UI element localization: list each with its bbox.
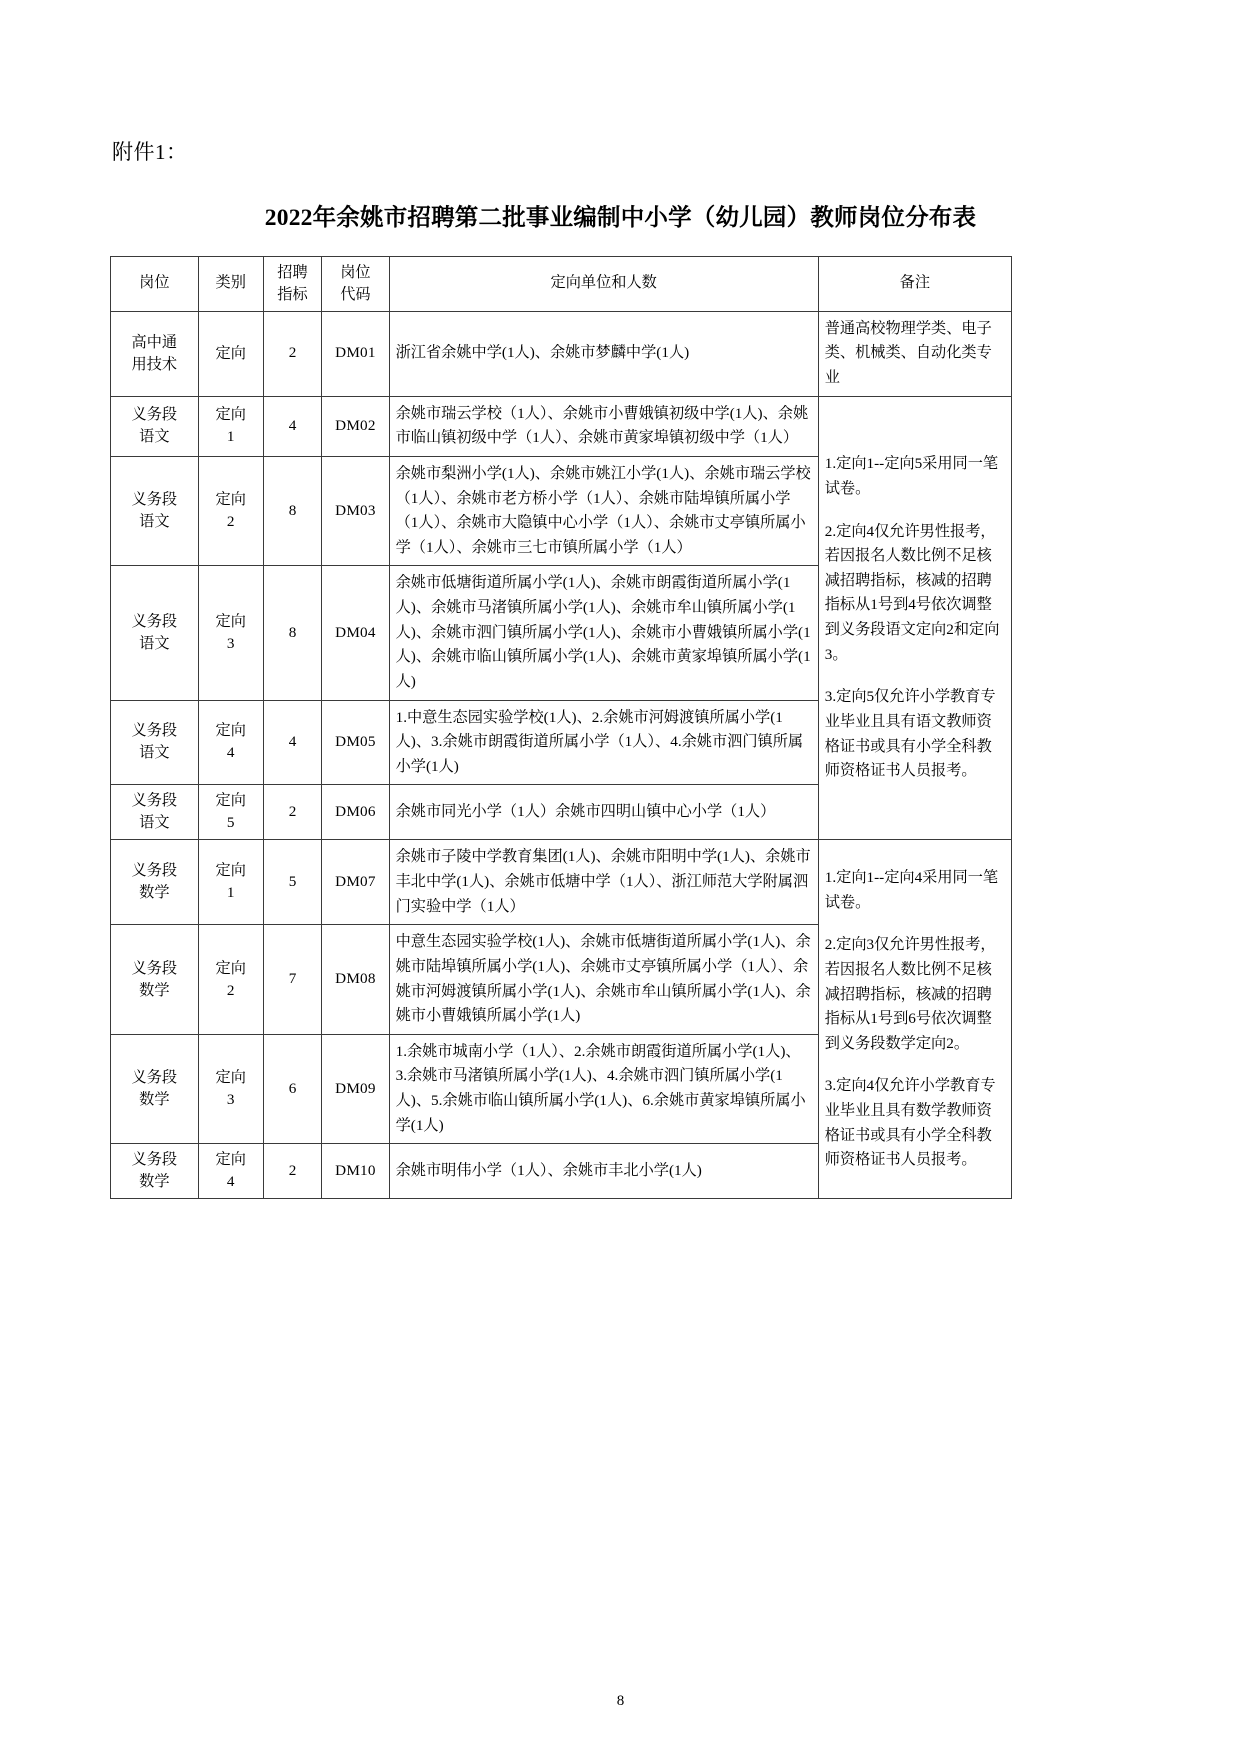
- cell-units: 1.中意生态园实验学校(1人)、2.余姚市河姆渡镇所属小学(1人)、3.余姚市朗霞街道所属小学（1人）、4.余姚市泗门镇所属小学(1人): [389, 700, 818, 785]
- post-line1: 义务段: [131, 1151, 178, 1169]
- cell-category: [198, 700, 263, 785]
- page-title: 2022年余姚市招聘第二批事业编制中小学（幼儿园）教师岗位分布表: [264, 205, 977, 232]
- cell-category: [198, 566, 263, 700]
- cell-category: [198, 1034, 263, 1144]
- header-code-line2: 代码: [340, 285, 371, 303]
- post-line1: 义务段: [131, 862, 178, 880]
- category-line1: 定向: [215, 722, 246, 740]
- category-line1: 定向: [215, 1151, 246, 1169]
- remark-yuwen-3: 3.定向5仅允许小学教育专业毕业且具有语文教师资格证书或具有小学全科教师资格证书人员报考。: [824, 688, 996, 780]
- table-row: [111, 396, 1012, 456]
- cell-remark-shuxue: [818, 840, 1011, 1199]
- post-line2: 语文: [139, 744, 170, 762]
- post-line2: 数学: [139, 1173, 170, 1191]
- remark-shuxue-3: 3.定向4仅允许小学教育专业毕业且具有数学教师资格证书或具有小学全科教师资格证书人员报考。: [824, 1077, 996, 1169]
- cell-post: [111, 925, 199, 1035]
- cell-category: [198, 1144, 263, 1199]
- post-line2: 语文: [139, 634, 170, 652]
- cell-units: 余姚市低塘街道所属小学(1人)、余姚市朗霞街道所属小学(1人)、余姚市马渚镇所属小学(1人)、余姚市牟山镇所属小学(1人)、余姚市泗门镇所属小学(1人)、余姚市小曹娥镇所属小学(1人)、余姚市临山镇所属小学(1人)、余姚市黄家埠镇所属小学(1人): [389, 566, 818, 700]
- table-row: [111, 840, 1012, 925]
- cell-post: [111, 1144, 199, 1199]
- category-line2: 3: [226, 634, 235, 652]
- post-line2: 数学: [139, 884, 170, 902]
- cell-quota: 6: [263, 1034, 321, 1144]
- category-line2: 2: [226, 513, 235, 531]
- post-line1: 义务段: [131, 722, 178, 740]
- cell-post: [111, 396, 199, 456]
- table-row: [111, 311, 1012, 396]
- cell-category: [198, 311, 263, 396]
- category-line2: 4: [226, 744, 235, 762]
- category-line1: 定向: [215, 1069, 246, 1087]
- post-line2: 数学: [139, 1091, 170, 1109]
- position-distribution-table: [110, 256, 1012, 1200]
- cell-code: DM04: [322, 566, 389, 700]
- category-line1: 定向: [215, 406, 246, 424]
- page-number: 8: [616, 1693, 625, 1709]
- category-line2: 1: [226, 884, 235, 902]
- cell-quota: 4: [263, 396, 321, 456]
- cell-units: 浙江省余姚中学(1人)、余姚市梦麟中学(1人): [389, 311, 818, 396]
- header-quota: [263, 256, 321, 311]
- cell-category: [198, 456, 263, 566]
- cell-units: 中意生态园实验学校(1人)、余姚市低塘街道所属小学(1人)、余姚市陆埠镇所属小学(1人)、余姚市丈亭镇所属小学（1人）、余姚市河姆渡镇所属小学(1人)、余姚市牟山镇所属小学(1人)、余姚市小曹娥镇所属小学(1人): [389, 925, 818, 1035]
- cell-units: 余姚市梨洲小学(1人)、余姚市姚江小学(1人)、余姚市瑞云学校（1人）、余姚市老方桥小学（1人）、余姚市陆埠镇所属小学（1人）、余姚市大隐镇中心小学（1人）、余姚市丈亭镇所属小学（1人）、余姚市三七市镇所属小学（1人）: [389, 456, 818, 566]
- table-header-row: [111, 256, 1012, 311]
- attachment-label: 附件1：: [112, 140, 188, 164]
- cell-units: 余姚市明伟小学（1人）、余姚市丰北小学(1人): [389, 1144, 818, 1199]
- post-line2: 语文: [139, 513, 170, 531]
- cell-category: [198, 396, 263, 456]
- category-line2: 5: [226, 814, 235, 832]
- cell-quota: 8: [263, 566, 321, 700]
- post-line1: 义务段: [131, 1069, 178, 1087]
- remark-yuwen-2: 2.定向4仅允许男性报考，若因报名人数比例不足核减招聘指标，核减的招聘指标从1号到4号依次调整到义务段语文定向2和定向3。: [824, 522, 1000, 663]
- cell-category: [198, 840, 263, 925]
- category-line2: 4: [226, 1173, 235, 1191]
- cell-code: DM06: [322, 785, 389, 840]
- cell-post: [111, 785, 199, 840]
- cell-quota: 2: [263, 1144, 321, 1199]
- category-line1: 定向: [215, 612, 246, 630]
- header-post: 岗位: [111, 256, 199, 311]
- category-line2: 2: [226, 981, 235, 999]
- header-quota-line2: 指标: [277, 285, 308, 303]
- cell-post: [111, 840, 199, 925]
- remark-shuxue-2: 2.定向3仅允许男性报考，若因报名人数比例不足核减招聘指标，核减的招聘指标从1号到6号依次调整到义务段数学定向2。: [824, 936, 996, 1052]
- cell-quota: 7: [263, 925, 321, 1035]
- cell-post: [111, 700, 199, 785]
- header-category: 类别: [198, 256, 263, 311]
- cell-quota: 2: [263, 311, 321, 396]
- category-line2: 3: [226, 1091, 235, 1109]
- post-line1: 高中通: [131, 333, 178, 351]
- cell-units: 1.余姚市城南小学（1人）、2.余姚市朗霞街道所属小学(1人)、3.余姚市马渚镇所属小学(1人)、4.余姚市泗门镇所属小学(1人)、5.余姚市临山镇所属小学(1人)、6.余姚市黄家埠镇所属小学(1人): [389, 1034, 818, 1144]
- post-line1: 义务段: [131, 792, 178, 810]
- header-quota-line1: 招聘: [277, 263, 308, 281]
- category-line1: 定向: [215, 959, 246, 977]
- category-line1: 定向: [215, 491, 246, 509]
- cell-units: 余姚市瑞云学校（1人）、余姚市小曹娥镇初级中学(1人)、余姚市临山镇初级中学（1人）、余姚市黄家埠镇初级中学（1人）: [389, 396, 818, 456]
- cell-code: DM07: [322, 840, 389, 925]
- category-line1: 定向: [215, 792, 246, 810]
- post-line2: 用技术: [131, 355, 178, 373]
- cell-quota: 5: [263, 840, 321, 925]
- cell-units: 余姚市同光小学（1人）余姚市四明山镇中心小学（1人）: [389, 785, 818, 840]
- remark-yuwen-1: 1.定向1--定向5采用同一笔试卷。: [824, 455, 999, 497]
- post-line2: 语文: [139, 814, 170, 832]
- cell-code: DM01: [322, 311, 389, 396]
- post-line1: 义务段: [131, 406, 178, 424]
- post-line2: 数学: [139, 981, 170, 999]
- cell-code: DM10: [322, 1144, 389, 1199]
- cell-quota: 8: [263, 456, 321, 566]
- cell-code: DM05: [322, 700, 389, 785]
- cell-post: [111, 566, 199, 700]
- cell-post: [111, 1034, 199, 1144]
- post-line1: 义务段: [131, 491, 178, 509]
- post-line1: 义务段: [131, 959, 178, 977]
- category-line1: 定向: [215, 862, 246, 880]
- cell-code: DM03: [322, 456, 389, 566]
- cell-code: DM02: [322, 396, 389, 456]
- header-code-line1: 岗位: [340, 263, 371, 281]
- cell-post: [111, 311, 199, 396]
- cell-remark-yuwen: [818, 396, 1011, 840]
- cell-remark-gaozhong: 普通高校物理学类、电子类、机械类、自动化类专业: [818, 311, 1011, 396]
- cell-post: [111, 456, 199, 566]
- cell-quota: 4: [263, 700, 321, 785]
- cell-units: 余姚市子陵中学教育集团(1人)、余姚市阳明中学(1人)、余姚市丰北中学(1人)、余姚市低塘中学（1人）、浙江师范大学附属泗门实验中学（1人）: [389, 840, 818, 925]
- post-line1: 义务段: [131, 612, 178, 630]
- cell-category: [198, 785, 263, 840]
- cell-code: DM08: [322, 925, 389, 1035]
- header-units: 定向单位和人数: [389, 256, 818, 311]
- category-line2: 1: [226, 428, 235, 446]
- remark-shuxue-1: 1.定向1--定向4采用同一笔试卷。: [824, 869, 999, 911]
- cell-quota: 2: [263, 785, 321, 840]
- cell-code: DM09: [322, 1034, 389, 1144]
- category-line1: 定向: [215, 344, 246, 362]
- cell-category: [198, 925, 263, 1035]
- header-remark: 备注: [818, 256, 1011, 311]
- header-code: [322, 256, 389, 311]
- post-line2: 语文: [139, 428, 170, 446]
